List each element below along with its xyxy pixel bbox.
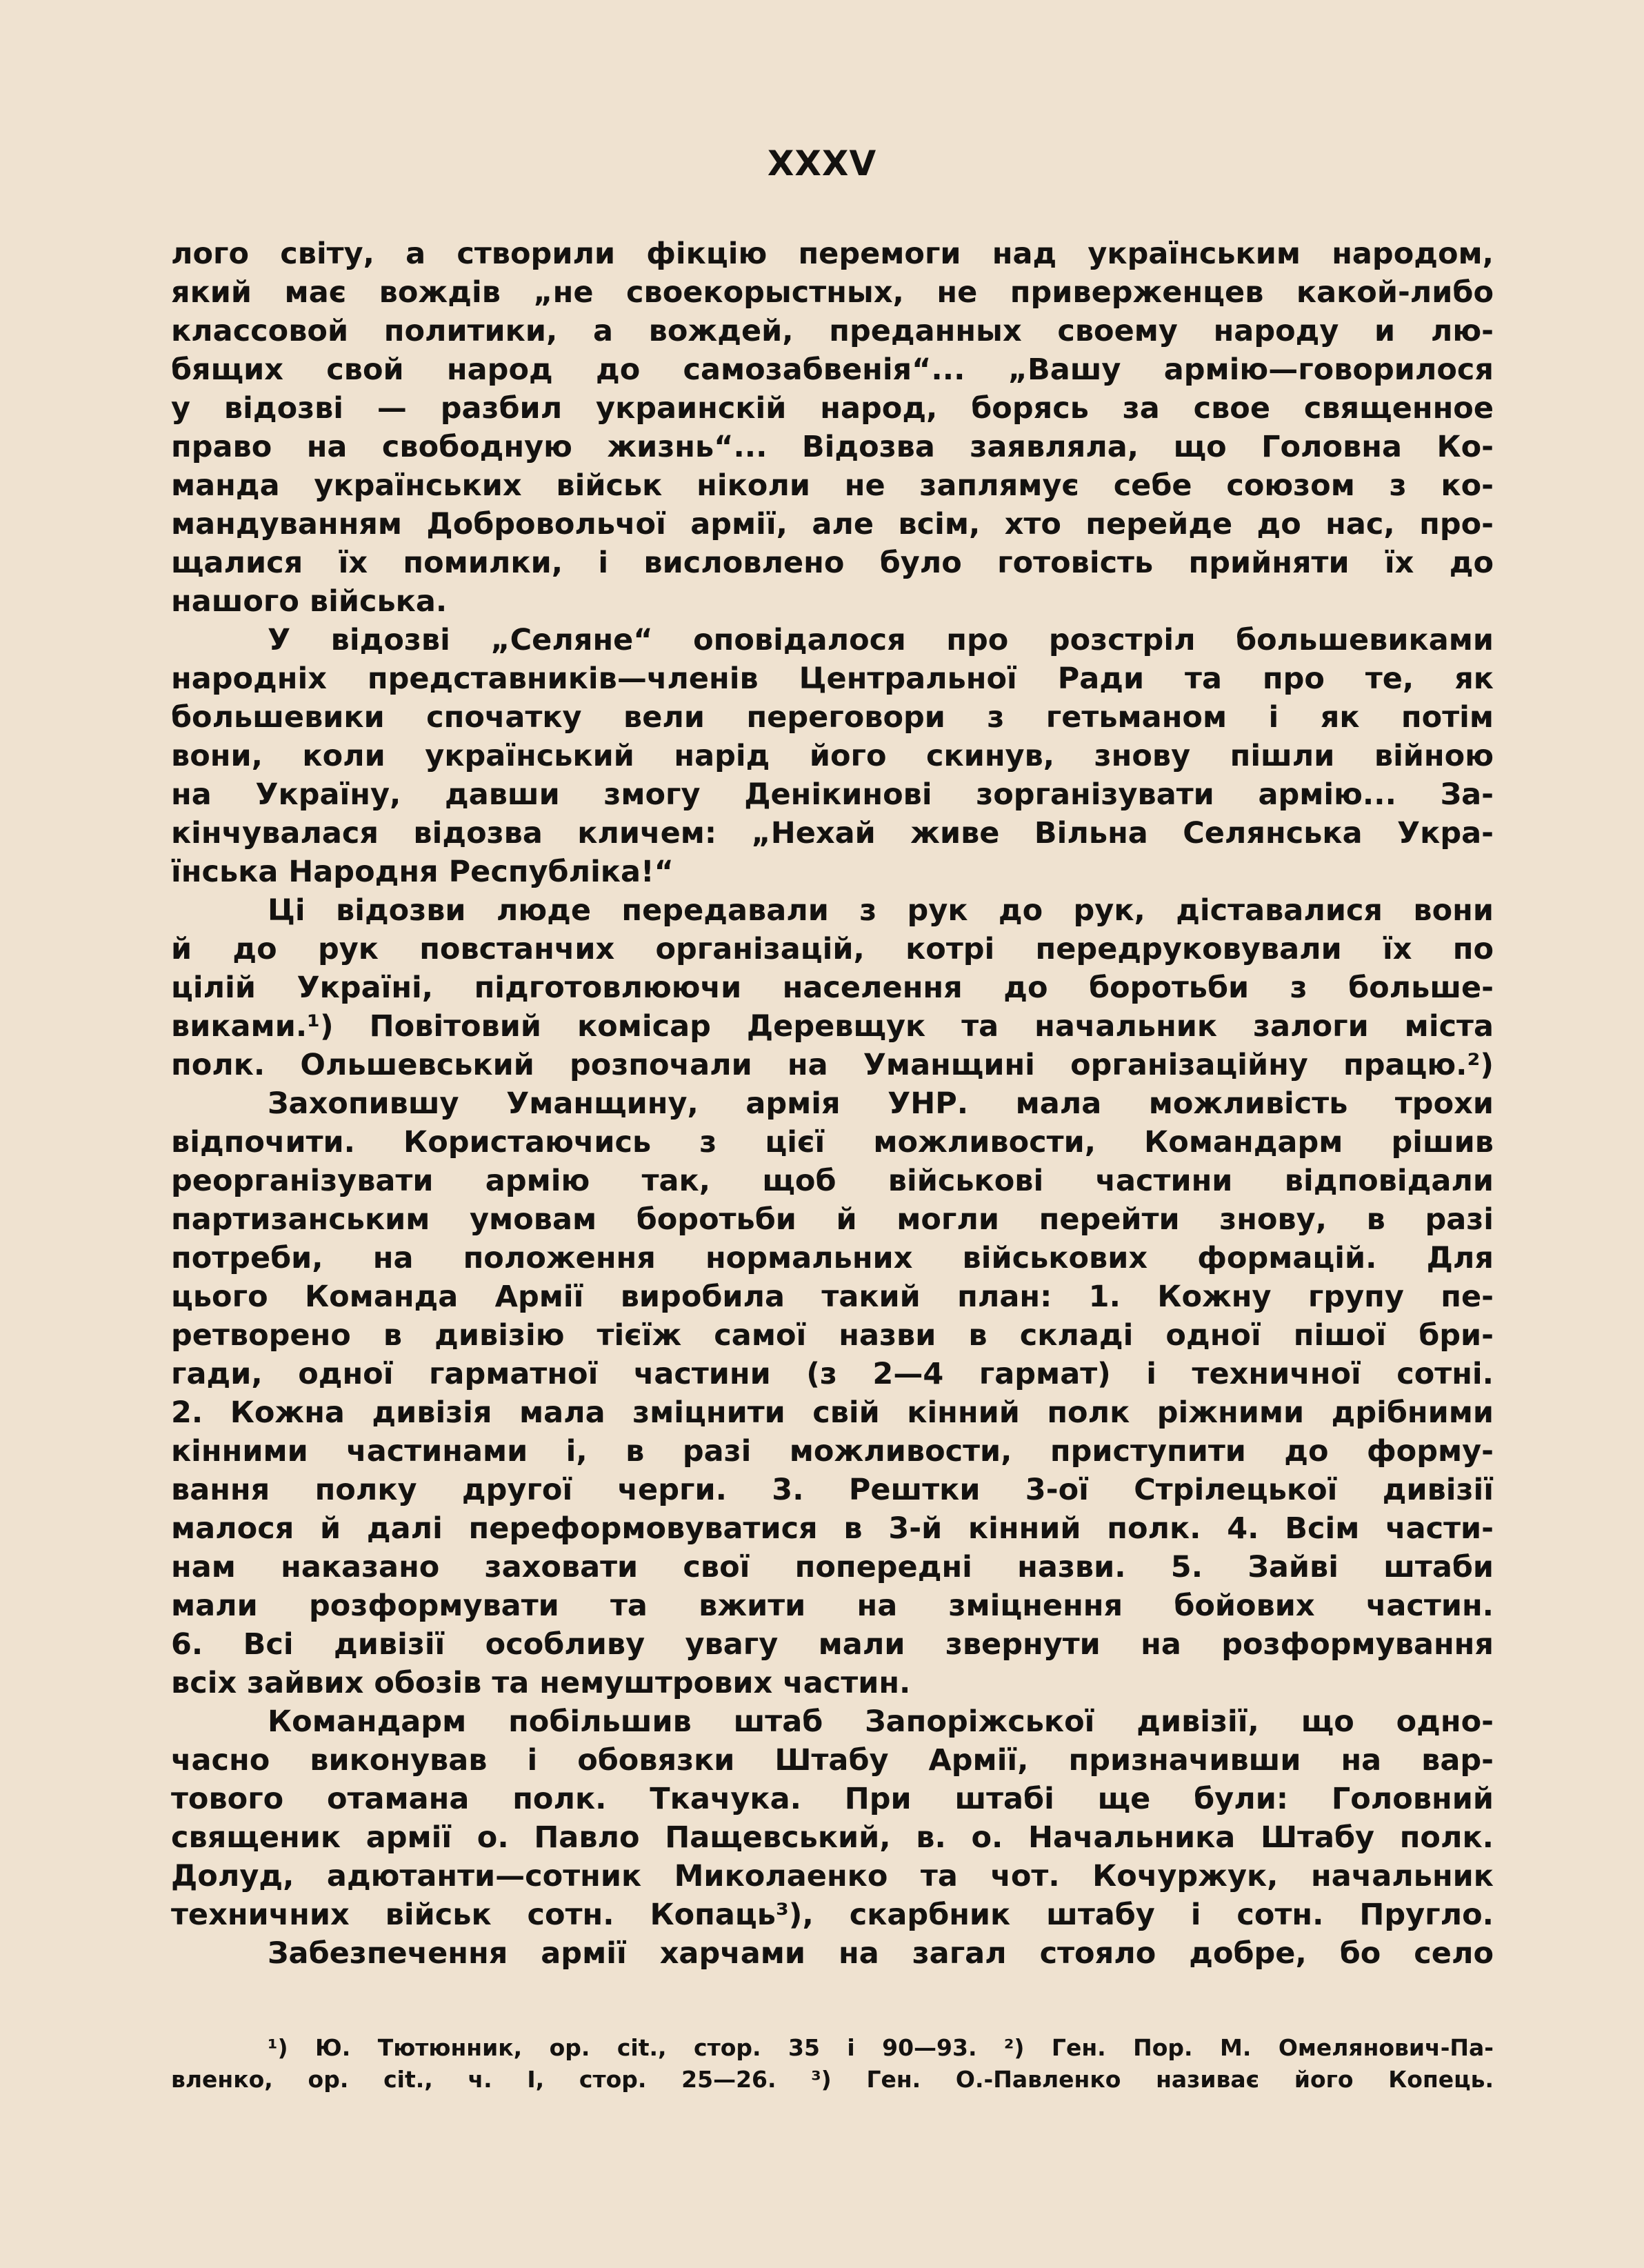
footnote-line: вленко, op. cit., ч. I, стор. 25—26. ³) Ген. О.-Павленко називає його Копець. [171, 2066, 1494, 2093]
text-line: й до рук повстанчих організацій, котрі передруковували їх по [171, 932, 1494, 966]
footnotes [171, 2032, 1494, 2096]
text-line: 6. Всі дивізії особливу увагу мали звернути на розформування [171, 1627, 1494, 1662]
text-line: цілій Україні, підготовлюючи населення до боротьби з больше- [171, 971, 1494, 1005]
text-line: кінними частинами і, в разі можливости, приступити до форму- [171, 1434, 1494, 1469]
text-line: щалися їх помилки, і висловлено було готовість прийняти їх до [171, 546, 1494, 580]
text-line: малося й далі переформовуватися в 3-й кінний полк. 4. Всім части- [171, 1511, 1494, 1546]
text-line: кінчувалася відозва кличем: „Нехай живе Вільна Селянська Укра- [171, 816, 1494, 850]
text-line: мали розформувати та вжити на зміцнення бойових частин. [171, 1589, 1494, 1623]
text-line: 2. Кожна дивізія мала зміцнити свій кінний полк ріжними дрібними [171, 1395, 1494, 1430]
text-line: тового отамана полк. Ткачука. При штабі ще були: Головний [171, 1782, 1494, 1816]
text-line: техничних військ сотн. Копаць³), скарбник штабу і сотн. Пругло. [171, 1898, 1494, 1932]
text-line: Долуд, адютанти—сотник Миколаенко та чот. Кочуржук, начальник [171, 1859, 1494, 1893]
text-line: священик армії о. Павло Пащевський, в. о. Начальника Штабу полк. [171, 1820, 1494, 1855]
text-line: право на свободную жизнь“... Відозва заявляла, що Головна Ко- [171, 430, 1494, 464]
text-line: всіх зайвих обозів та немуштрових частин. [171, 1666, 911, 1700]
text-line: часно виконував і обовязки Штабу Армії, призначивши на вар- [171, 1743, 1494, 1778]
paragraph-first-line: У відозві „Селяне“ оповідалося про розстріл большевиками [268, 623, 1494, 657]
text-line: нам наказано заховати свої попередні назви. 5. Зайві штаби [171, 1550, 1494, 1584]
paragraph-first-line: Ці відозви люде передавали з рук до рук, діставалися вони [268, 893, 1494, 928]
paragraph-first-line: Забезпечення армії харчами на загал стояло добре, бо село [268, 1936, 1494, 1971]
text-line: відпочити. Користаючись з цієї можливости, Командарм рішив [171, 1125, 1494, 1160]
text-line: гади, одної гарматної частини (з 2—4 гармат) і техничної сотні. [171, 1357, 1494, 1391]
text-line: вони, коли український нарід його скинув, знову пішли війною [171, 739, 1494, 773]
paragraph-first-line: Захопившу Уманщину, армія УНР. мала можливість трохи [268, 1086, 1494, 1121]
paragraph-first-line: Командарм побільшив штаб Запоріжської дивізії, що одно- [268, 1704, 1494, 1739]
text-line: лого світу, а створили фікцію перемоги над українським народом, [171, 237, 1494, 271]
text-line: реорганізувати армію так, щоб військові частини відповідали [171, 1164, 1494, 1198]
text-line: бящих свой народ до самозабвенія“... „Вашу армію—говорилося [171, 352, 1494, 387]
text-line: який має вождів „не своекорыстных, не приверженцев какой-либо [171, 275, 1494, 310]
text-line: классовой политики, а вождей, преданных своему народу и лю- [171, 314, 1494, 348]
body-text [171, 235, 1494, 1973]
text-line: вання полку другої черги. 3. Рештки 3-ої Стрілецької дивізії [171, 1473, 1494, 1507]
text-line: потреби, на положення нормальних військових формацій. Для [171, 1241, 1494, 1275]
text-line: большевики спочатку вели переговори з гетьманом і як потім [171, 700, 1494, 735]
footnote-line: ¹) Ю. Тютюнник, op. cit., стор. 35 і 90—93. ²) Ген. Пор. М. Омелянович-Па- [268, 2034, 1494, 2061]
text-line: нашого війська. [171, 584, 448, 619]
text-line: полк. Ольшевський розпочали на Уманщині організаційну працю.²) [171, 1048, 1494, 1082]
text-line: їнська Народня Республіка!“ [171, 855, 674, 889]
text-line: мандуванням Добровольчої армії, але всім, хто перейде до нас, про- [171, 507, 1494, 541]
text-line: ретворено в дивізію тієїж самої назви в складі одної пішої бри- [171, 1318, 1494, 1353]
text-line: народніх представників—членів Центральної Ради та про те, як [171, 662, 1494, 696]
text-line: манда українських військ ніколи не заплямує себе союзом з ко- [171, 468, 1494, 503]
page-number: XXXV [767, 143, 877, 183]
text-line: виками.¹) Повітовий комісар Деревщук та начальник залоги міста [171, 1009, 1494, 1044]
text-line: партизанським умовам боротьби й могли перейти знову, в разі [171, 1202, 1494, 1237]
text-line: цього Команда Армії виробила такий план: 1. Кожну групу пе- [171, 1280, 1494, 1314]
text-line: на Україну, давши змогу Денікинові зорганізувати армію... За- [171, 777, 1494, 812]
text-line: у відозві — разбил украинскій народ, борясь за свое священное [171, 391, 1494, 426]
